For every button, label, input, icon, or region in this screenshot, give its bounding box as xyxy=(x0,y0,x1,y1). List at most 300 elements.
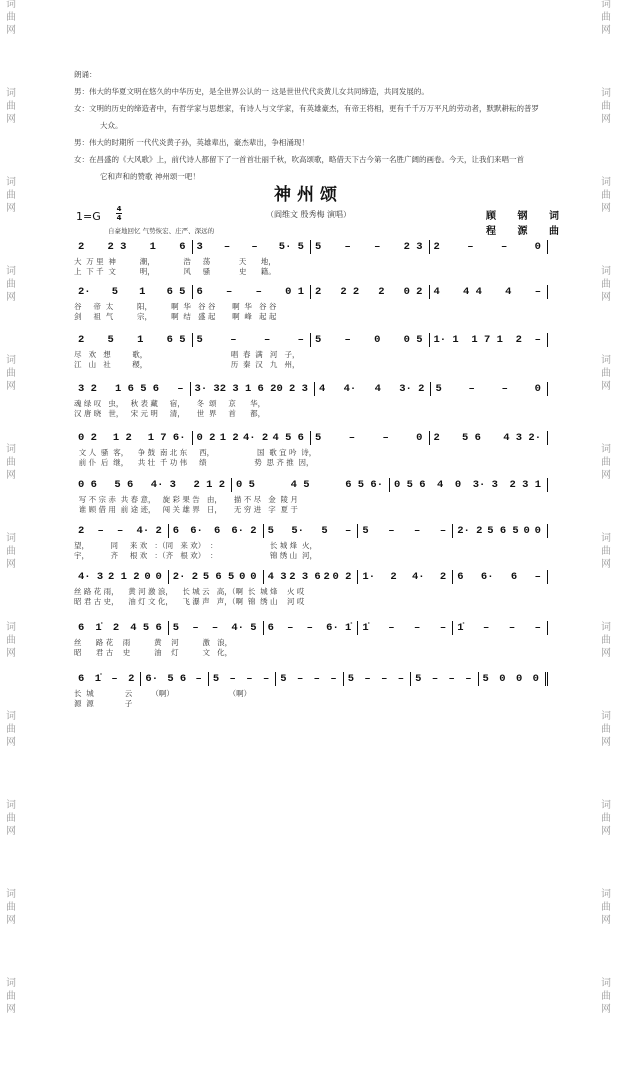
lyrics-verse-2: 昭 君 古 史 油 灯 文 化， xyxy=(74,648,233,657)
measure xyxy=(344,672,411,686)
watermark-char: 曲 xyxy=(601,279,611,290)
note-group: 5 xyxy=(347,673,354,685)
note-group: 0 xyxy=(155,571,162,583)
watermark-group xyxy=(4,265,18,304)
note-group: 2 3 1 6 2 xyxy=(219,383,277,395)
note-group: – xyxy=(313,673,320,685)
recitation-line: 它和声和的赞歌 神州颂一吧！ xyxy=(100,172,200,181)
watermark-char: 曲 xyxy=(6,546,16,557)
note-group: – xyxy=(388,525,395,537)
note-group: – xyxy=(374,241,381,253)
notes-line xyxy=(74,524,548,538)
measure xyxy=(315,382,432,396)
lyrics-verse-2: 上 下 千 文 明， 风 骚 史 籍。 xyxy=(74,267,276,276)
note-group: 2 xyxy=(390,571,397,583)
watermark-group xyxy=(4,888,18,927)
note-group: 0 xyxy=(523,525,530,537)
note-group: – xyxy=(344,241,351,253)
note-group: 2 xyxy=(78,525,85,537)
measure xyxy=(411,672,478,686)
note-group: 1 xyxy=(139,286,146,298)
note-group: – xyxy=(414,525,421,537)
watermark-char: 曲 xyxy=(601,902,611,913)
watermark-char: 曲 xyxy=(601,546,611,557)
note-group: 5 xyxy=(111,286,119,298)
watermark-char: 网 xyxy=(6,559,16,570)
watermark-group xyxy=(599,621,613,660)
score-row xyxy=(74,478,548,515)
note-group: 4· 3 xyxy=(150,479,176,491)
note-group: 5 xyxy=(415,673,422,685)
lyrics-verse-2: 前 仆 后 继， 共 壮 千 功 伟 绩 势 思 齐 推 因， xyxy=(74,458,314,467)
note-group: – xyxy=(534,286,541,298)
note-group: 0 xyxy=(239,571,246,583)
note-group: 2· xyxy=(78,286,91,298)
lyrics-verse-1: 写 不 宗 赤 共 春 意， 旋 彩 果 告 由， 描 不 尽 金 陵 月 xyxy=(74,495,298,504)
note-group: 5· 5 xyxy=(278,241,304,253)
note-group: 2· 2 xyxy=(457,525,483,537)
measure xyxy=(311,333,430,347)
score-row xyxy=(74,333,548,370)
watermark-char: 网 xyxy=(601,381,611,392)
note-group: 6 xyxy=(172,525,180,537)
note-group: 2 xyxy=(323,571,330,583)
watermark-char: 网 xyxy=(6,470,16,481)
note-group: – xyxy=(246,673,253,685)
note-group: 6· 1̇ xyxy=(326,622,352,634)
watermark-char: 词 xyxy=(6,800,16,811)
note-group: 3· 3 xyxy=(194,383,220,395)
measure xyxy=(74,285,193,299)
lyrics-verse-1: 丝 路 花 雨， 黄 河 激 浪， 长 城 云 高，（啊 长 城 烽 火 哎 xyxy=(74,587,305,596)
note-group: 5 xyxy=(107,334,114,346)
watermark-group xyxy=(599,354,613,393)
watermark-char: 网 xyxy=(601,559,611,570)
measure xyxy=(358,524,453,538)
note-group: – xyxy=(344,334,351,346)
note-group: 4· xyxy=(411,571,425,583)
note-group: 0 2 3 xyxy=(276,383,308,395)
note-group: 3 2 xyxy=(78,383,97,395)
note-group: 2 xyxy=(378,286,385,298)
watermark-char: 词 xyxy=(6,0,16,10)
meter-bottom: 4 xyxy=(116,214,122,222)
note-group: 5 6 xyxy=(462,432,481,444)
note-group: 6 xyxy=(78,622,85,634)
note-group: 4 3 2· xyxy=(503,432,541,444)
measure xyxy=(74,431,193,445)
note-group: 0 xyxy=(454,479,462,491)
note-group: 5 xyxy=(321,525,328,537)
watermark-group xyxy=(4,977,18,1016)
note-group: 6 5 6· xyxy=(345,479,383,491)
score-row xyxy=(74,431,548,468)
measure xyxy=(358,570,453,584)
note-group: 4 xyxy=(505,286,512,298)
note-group: – xyxy=(534,622,541,634)
recitation xyxy=(74,66,554,185)
measure xyxy=(453,570,548,584)
measure xyxy=(74,240,193,254)
note-group: – xyxy=(501,383,508,395)
watermark-group xyxy=(599,977,613,1016)
lyrics-verse-1: 尽 欢 想 歌， 唱 春 满 河 子， xyxy=(74,350,300,359)
score-row xyxy=(74,285,548,322)
note-group: – xyxy=(448,673,455,685)
watermark-char: 词 xyxy=(601,533,611,544)
measure xyxy=(311,431,430,445)
note-group: 5 xyxy=(212,673,220,685)
watermark-char: 曲 xyxy=(601,635,611,646)
note-group: 6 xyxy=(267,622,274,634)
watermark-char: 曲 xyxy=(601,12,611,23)
watermark-group xyxy=(599,0,613,37)
watermark-char: 词 xyxy=(601,177,611,188)
measure xyxy=(193,285,312,299)
note-group: – xyxy=(483,622,490,634)
note-group: 5 xyxy=(315,241,322,253)
note-group: 0 xyxy=(416,432,423,444)
note-group: 6 5 xyxy=(166,286,186,298)
note-group: 2 3 6 xyxy=(289,571,321,583)
note-group: 1· 1 xyxy=(433,334,459,346)
measure xyxy=(193,431,312,445)
score-row xyxy=(74,672,548,709)
note-group: 5 xyxy=(196,334,203,346)
measure xyxy=(193,333,312,347)
watermark-char: 词 xyxy=(6,444,16,455)
measure xyxy=(453,621,548,635)
note-group: – xyxy=(465,673,472,685)
watermark-char: 网 xyxy=(601,114,611,125)
note-group: 1̇ xyxy=(94,673,102,685)
note-group: 0 5 6 xyxy=(394,479,426,491)
note-group: 6· xyxy=(145,673,159,685)
note-group: 3· 2 xyxy=(399,383,425,395)
notes-line xyxy=(74,621,548,635)
watermark-char: 词 xyxy=(6,177,16,188)
note-group: 2 3 xyxy=(403,241,423,253)
note-group: – xyxy=(297,334,304,346)
measure xyxy=(74,333,193,347)
note-group: 5 xyxy=(280,673,287,685)
recitation-line: 女：在昌盛的《大风歌》上，前代诗人都留下了一首首壮丽千秋，吹高颂歌，略借天下古今第一名胜广阔的画卷。今天，让我们来唱一首 xyxy=(74,155,524,164)
note-group: – xyxy=(111,673,118,685)
lyrics-verse-2: 谁 顾 借 用 前 途 迹， 闯 关 雄 界 日， 无 穷 进 字 夏 于 xyxy=(74,505,298,514)
note-group: 2 xyxy=(433,241,440,253)
note-group: 6· xyxy=(190,525,203,537)
lyrics-verse-1: 文 人 骚 客， 争 鼓 南 北 东 西， 国 歌 宜 吟 诗， xyxy=(74,448,317,457)
note-group: – xyxy=(534,571,541,583)
watermark-group xyxy=(4,87,18,126)
watermark-char: 词 xyxy=(6,622,16,633)
note-group: 1 2 xyxy=(112,432,132,444)
note-group: 2 3 1 xyxy=(509,479,541,491)
note-group: 3 xyxy=(196,241,203,253)
note-group: – xyxy=(330,673,337,685)
measure xyxy=(141,672,208,686)
note-group: – xyxy=(251,241,258,253)
note-group: – xyxy=(230,334,237,346)
measure xyxy=(264,570,359,584)
measure xyxy=(311,240,430,254)
watermark-char: 网 xyxy=(6,826,16,837)
watermark-char: 词 xyxy=(601,266,611,277)
note-group: 6 xyxy=(510,571,518,583)
note-group: 1 xyxy=(149,241,156,253)
lyrics-verse-2: 昭 君 古 史， 油 灯 文 化， 飞 瀑 声 声，（啊 锦 绣 山 河 哎 xyxy=(74,597,305,606)
note-group: – xyxy=(229,673,236,685)
note-group: – xyxy=(255,286,262,298)
note-group: 6· xyxy=(480,571,494,583)
note-group: 2 3 xyxy=(107,241,127,253)
note-group: 4 5 6 xyxy=(272,432,304,444)
note-group: 1̇ xyxy=(457,622,464,634)
note-group: – xyxy=(345,525,352,537)
note-group: 2 xyxy=(439,571,447,583)
note-group: 0 xyxy=(250,571,257,583)
note-group: 4· 3 xyxy=(78,571,104,583)
watermark-char: 词 xyxy=(6,533,16,544)
note-group: 0 xyxy=(144,571,151,583)
watermark-group xyxy=(4,621,18,660)
note-group: 6 xyxy=(78,673,85,685)
recitation-line: 男：伟大的华夏文明在悠久的中华历史，是全世界公认的一 这是世世代代炎黄儿女共同缔造，共同发展的。 xyxy=(74,87,429,96)
watermark-char: 曲 xyxy=(601,101,611,112)
watermark-group xyxy=(599,87,613,126)
notes-line xyxy=(74,240,548,254)
measure xyxy=(311,285,430,299)
watermark-char: 网 xyxy=(6,292,16,303)
watermark-char: 曲 xyxy=(6,813,16,824)
note-group: 3· 3 xyxy=(472,479,498,491)
watermark-char: 曲 xyxy=(601,724,611,735)
measure xyxy=(430,431,549,445)
watermark-char: 曲 xyxy=(601,368,611,379)
watermark-group xyxy=(599,710,613,749)
watermark-group xyxy=(4,532,18,571)
notes-line xyxy=(74,431,548,445)
note-group: 2 1 2 xyxy=(108,571,140,583)
watermark-char: 网 xyxy=(601,1004,611,1015)
measure xyxy=(431,382,548,396)
watermark-char: 曲 xyxy=(6,101,16,112)
watermark-char: 网 xyxy=(6,114,16,125)
note-group: 6 5 xyxy=(166,334,186,346)
measure xyxy=(74,570,169,584)
watermark-char: 词 xyxy=(601,978,611,989)
note-group: – xyxy=(397,673,405,685)
note-group: – xyxy=(348,432,356,444)
watermark-char: 曲 xyxy=(601,813,611,824)
watermark-char: 曲 xyxy=(601,190,611,201)
note-group: 5 xyxy=(435,383,442,395)
notes-line xyxy=(74,672,548,686)
note-group: 1̇ xyxy=(95,622,102,634)
watermark-char: 曲 xyxy=(6,635,16,646)
note-group: 4· 5 xyxy=(231,622,257,634)
watermark-group xyxy=(4,799,18,838)
watermark-right xyxy=(599,0,613,1066)
watermark-group xyxy=(599,443,613,482)
note-group: 2 1 2 xyxy=(193,479,225,491)
note-group: 1̇ xyxy=(362,622,369,634)
measure xyxy=(209,672,276,686)
note-group: 0 5 xyxy=(403,334,423,346)
note-group: 0 6 xyxy=(78,479,97,491)
recitation-label: 朗诵： xyxy=(74,70,97,79)
watermark-char: 网 xyxy=(601,737,611,748)
note-group: – xyxy=(382,432,389,444)
watermark-char: 网 xyxy=(601,203,611,214)
note-group: 4· 2 xyxy=(242,432,269,444)
note-group: – xyxy=(97,525,104,537)
watermark-char: 词 xyxy=(601,800,611,811)
note-group: – xyxy=(439,622,447,634)
note-group: 0 5 xyxy=(236,479,255,491)
watermark-char: 曲 xyxy=(6,902,16,913)
measure xyxy=(264,524,359,538)
watermark-char: 词 xyxy=(601,88,611,99)
measure xyxy=(430,333,549,347)
watermark-group xyxy=(4,443,18,482)
watermark-char: 曲 xyxy=(6,12,16,23)
note-group: – xyxy=(306,622,313,634)
note-group: – xyxy=(364,673,371,685)
measure xyxy=(193,240,312,254)
note-group: 5 xyxy=(315,432,322,444)
note-group: – xyxy=(431,673,439,685)
watermark-char: 网 xyxy=(601,826,611,837)
watermark-char: 网 xyxy=(6,915,16,926)
note-group: 4 3 xyxy=(267,571,287,583)
note-group: – xyxy=(262,673,270,685)
watermark-char: 网 xyxy=(6,648,16,659)
note-group: 6 xyxy=(457,571,464,583)
note-group: 2· 2 xyxy=(172,571,199,583)
watermark-group xyxy=(599,532,613,571)
watermark-char: 曲 xyxy=(6,279,16,290)
watermark-char: 曲 xyxy=(6,724,16,735)
note-group: 2 xyxy=(315,286,322,298)
note-group: 2 2 xyxy=(340,286,360,298)
note-group: 5 xyxy=(482,673,489,685)
note-group: 0 xyxy=(499,673,506,685)
note-group: – xyxy=(414,622,421,634)
watermark-left xyxy=(4,0,18,1066)
note-group: 5 6 xyxy=(167,673,187,685)
notes-line xyxy=(74,570,548,584)
note-group: 2 xyxy=(128,673,135,685)
note-group: – xyxy=(263,334,271,346)
note-group: 0 2 xyxy=(332,571,352,583)
note-group: 1 xyxy=(137,334,144,346)
note-group: 2 xyxy=(78,334,85,346)
measure xyxy=(430,240,549,254)
note-group: – xyxy=(296,673,304,685)
note-group: 0 2 xyxy=(403,286,423,298)
key-signature: 1=G xyxy=(76,210,101,223)
watermark-char: 曲 xyxy=(6,368,16,379)
watermark-group xyxy=(599,799,613,838)
note-group: – xyxy=(439,525,447,537)
notes-line xyxy=(74,478,548,492)
watermark-char: 词 xyxy=(601,889,611,900)
watermark-char: 词 xyxy=(601,444,611,455)
note-group: 1· xyxy=(362,571,375,583)
meter-top: 4 xyxy=(116,205,122,213)
note-group: 5· xyxy=(291,525,304,537)
lyrics-verse-2: 源 源 子 xyxy=(74,699,133,708)
note-group: 4 xyxy=(437,479,444,491)
measure xyxy=(479,672,548,686)
note-group: – xyxy=(467,241,474,253)
note-group: 0 xyxy=(534,241,541,253)
note-group: 4 xyxy=(433,286,440,298)
watermark-char: 词 xyxy=(6,711,16,722)
watermark-group xyxy=(4,0,18,37)
note-group: 1 7 6· xyxy=(147,432,186,444)
singers: （阎维文 殷秀梅 演唱） xyxy=(265,210,352,219)
note-group: 6 xyxy=(213,525,221,537)
note-group: – xyxy=(287,622,294,634)
note-group: 2 xyxy=(112,622,120,634)
watermark-char: 词 xyxy=(6,978,16,989)
measure xyxy=(232,478,390,492)
measure xyxy=(264,621,359,635)
note-group: – xyxy=(192,622,199,634)
lyrics-verse-2: 汉 唐 晓 世， 宋 元 明 清， 世 界 首 都， xyxy=(74,409,266,418)
measure xyxy=(169,570,264,584)
lyrics-verse-1: 丝 路 花 雨 黄 河 激 浪， xyxy=(74,638,233,647)
note-group: 2 xyxy=(515,334,522,346)
watermark-group xyxy=(4,354,18,393)
note-group: 1 7 1 xyxy=(471,334,503,346)
watermark-char: 曲 xyxy=(601,991,611,1002)
watermark-char: 词 xyxy=(601,0,611,10)
watermark-char: 曲 xyxy=(6,991,16,1002)
note-group: 4· 2 xyxy=(136,525,162,537)
recitation-line: 男：伟大的时期所 一代代炎黄子孙，英雄辈出，豪杰辈出，争相涌现！ xyxy=(74,138,309,147)
note-group: – xyxy=(500,241,508,253)
score-row xyxy=(74,621,548,658)
measure xyxy=(169,524,264,538)
watermark-char: 网 xyxy=(6,737,16,748)
lyricist: 顾 钢 词 xyxy=(486,211,568,222)
measure xyxy=(453,524,548,538)
note-group: – xyxy=(223,241,231,253)
note-group: 4· xyxy=(343,383,357,395)
note-group: – xyxy=(508,622,516,634)
watermark-char: 网 xyxy=(601,470,611,481)
watermark-char: 词 xyxy=(601,622,611,633)
watermark-char: 词 xyxy=(6,355,16,366)
note-group: 2 xyxy=(433,432,440,444)
score-row xyxy=(74,570,548,607)
note-group: 0 xyxy=(534,383,541,395)
measure xyxy=(74,672,141,686)
note-group: 1 2 xyxy=(219,432,239,444)
note-group: 5 xyxy=(315,334,322,346)
score-row xyxy=(74,240,548,277)
watermark-char: 网 xyxy=(601,292,611,303)
note-group: 0 2 xyxy=(78,432,97,444)
composer: 程 源 曲 xyxy=(486,226,568,237)
note-group: – xyxy=(468,383,475,395)
measure xyxy=(390,478,548,492)
watermark-group xyxy=(599,265,613,304)
watermark-char: 网 xyxy=(601,25,611,36)
